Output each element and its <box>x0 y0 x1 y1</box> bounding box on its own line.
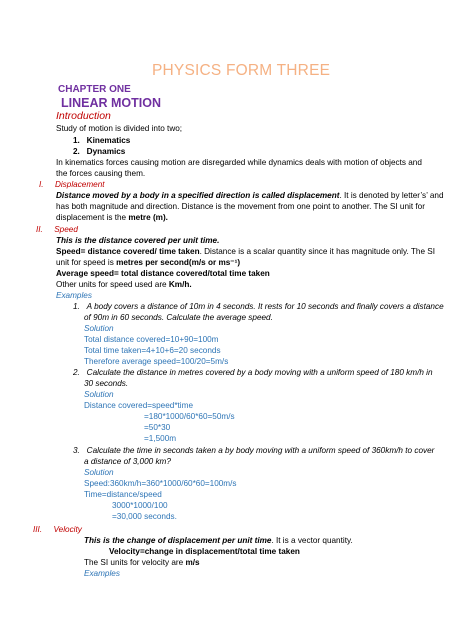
section-velocity <box>33 525 82 535</box>
unit-text: m/s <box>185 558 200 567</box>
body-text: . Distance is a scalar quantity since it has magnitude only. The SI <box>199 247 436 256</box>
list-item-kinematics <box>73 136 130 146</box>
solution-line: Time=distance/speed <box>84 490 162 499</box>
question-number: 3. <box>73 446 80 455</box>
definition-text: Distance moved by a body in a specified direction is called displacement <box>56 191 340 200</box>
section-number: III. <box>33 525 43 534</box>
examples-label: Examples <box>84 569 120 578</box>
body-text: . It is a vector quantity. <box>271 536 353 545</box>
velocity-unit-line <box>84 558 200 568</box>
solution-line: Therefore average speed=100/20=5m/s <box>84 357 229 366</box>
question-text: A body covers a distance of 10m in 4 seconds. It rests for 10 seconds and finally covers a distance <box>86 302 444 311</box>
question-1 <box>73 302 444 312</box>
section-title: Velocity <box>53 525 82 534</box>
unit-text: metre (m). <box>128 213 168 222</box>
unit-text: Km/h. <box>168 280 192 289</box>
chapter-heading: CHAPTER ONE <box>58 84 131 95</box>
body-line: In kinematics forces causing motion are disregarded while dynamics deals with motion of objects and <box>56 158 422 167</box>
introduction-heading: Introduction <box>56 110 111 122</box>
page-title: PHYSICS FORM THREE <box>152 62 331 79</box>
body-text: The SI units for velocity are <box>84 558 186 567</box>
question-line: a distance of 3,000 km? <box>84 457 171 466</box>
section-title: Displacement <box>54 180 105 189</box>
question-text: Calculate the time in seconds taken a by body moving with a uniform speed of 360km/h to cover <box>86 446 435 455</box>
topic-heading: LINEAR MOTION <box>61 96 161 110</box>
other-units-line <box>56 280 192 290</box>
solution-line: Total distance covered=10+90=100m <box>84 335 219 344</box>
body-text: Other units for speed used are <box>56 280 169 289</box>
velocity-formula: Velocity=change in displacement/total time taken <box>109 547 300 556</box>
body-line: the forces causing them. <box>56 169 146 178</box>
solution-line: =50*30 <box>144 423 171 432</box>
list-number: 1. <box>73 136 80 145</box>
list-label: Dynamics <box>86 147 126 156</box>
question-number: 2. <box>73 368 80 377</box>
solution-line: =30,000 seconds. <box>112 512 177 521</box>
list-label: Kinematics <box>86 136 131 145</box>
question-line: of 90m in 60 seconds. Calculate the average speed. <box>84 313 273 322</box>
body-text: . It is denoted by letter’s’ and <box>339 191 444 200</box>
section-number: I. <box>39 180 44 189</box>
solution-label: Solution <box>84 468 114 477</box>
body-line: has both magnitude and direction. Distance is the movement from one point to another. The SI unit for <box>56 202 425 211</box>
examples-label: Examples <box>56 291 92 300</box>
intro-line: Study of motion is divided into two; <box>56 124 183 133</box>
solution-line: Distance covered=speed*time <box>84 401 194 410</box>
solution-line: Speed:360km/h=360*1000/60*60=100m/s <box>84 479 237 488</box>
question-2 <box>73 368 433 378</box>
question-text: Calculate the distance in metres covered by a body moving with a uniform speed of 180 km/h in <box>86 368 433 377</box>
section-title: Speed <box>54 225 78 234</box>
formula-text: Speed= distance covered/ time taken <box>56 247 200 256</box>
section-displacement <box>39 180 105 190</box>
speed-definition: This is the distance covered per unit time. <box>56 236 220 245</box>
solution-line: =1,500m <box>144 434 177 443</box>
solution-line: 3000*1000/100 <box>112 501 168 510</box>
speed-formula-line <box>56 247 435 257</box>
body-text: displacement is the <box>56 213 129 222</box>
list-item-dynamics <box>73 147 125 157</box>
question-3 <box>73 446 434 456</box>
speed-unit-line <box>56 258 240 268</box>
average-speed-formula: Average speed= total distance covered/total time taken <box>56 269 270 278</box>
unit-text: metres per second(m/s or ms⁻¹) <box>116 258 241 267</box>
solution-line: Total time taken=4+10+6=20 seconds <box>84 346 221 355</box>
solution-label: Solution <box>84 324 114 333</box>
question-number: 1. <box>73 302 80 311</box>
velocity-definition <box>84 536 353 546</box>
section-number: II. <box>36 225 43 234</box>
definition-text: This is the change of displacement per unit time <box>84 536 272 545</box>
body-text: unit for speed is <box>56 258 117 267</box>
body-line <box>56 213 168 223</box>
section-speed <box>36 225 78 235</box>
solution-label: Solution <box>84 390 114 399</box>
list-number: 2. <box>73 147 80 156</box>
displacement-definition <box>56 191 444 201</box>
question-line: 30 seconds. <box>84 379 129 388</box>
solution-line: =180*1000/60*60=50m/s <box>144 412 235 421</box>
